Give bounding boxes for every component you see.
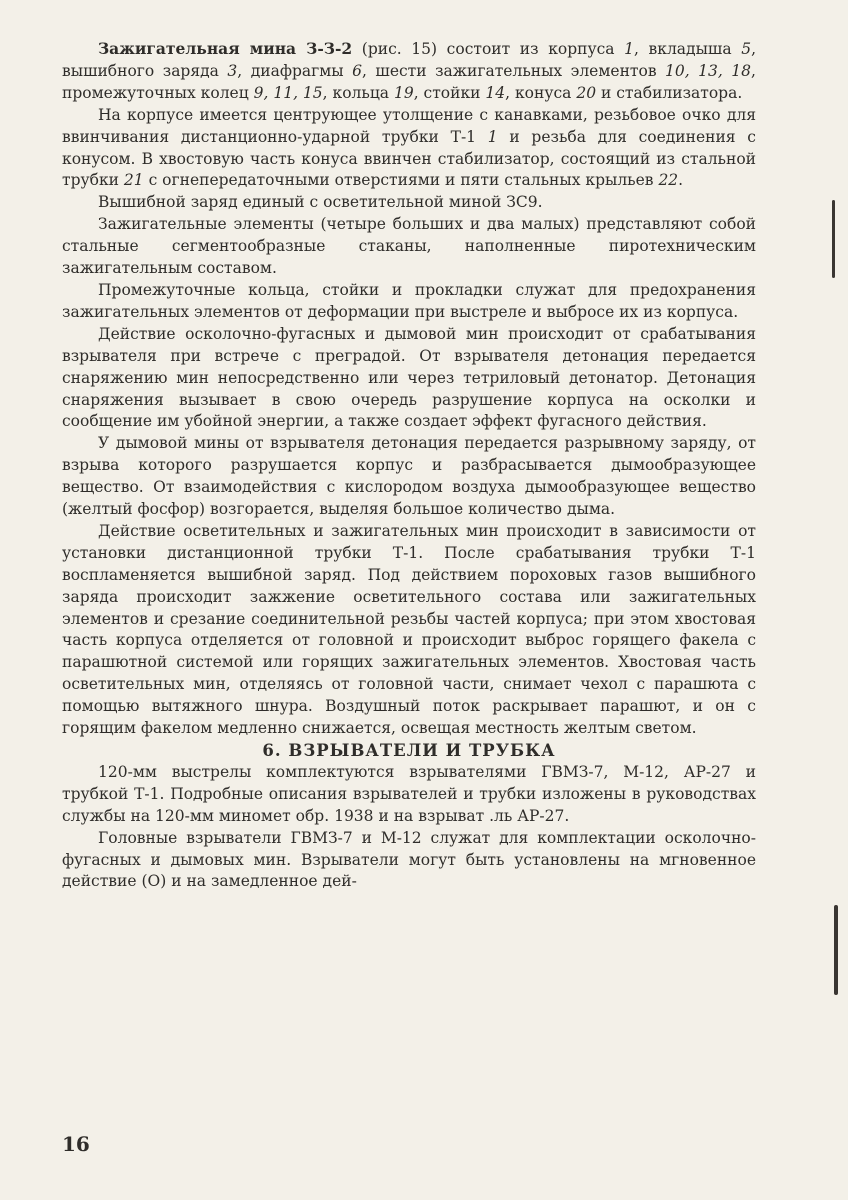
text-run: и стабилизатора. (596, 83, 743, 102)
text-run: Действие осветительных и зажигательных мин происходит в зависимости от установки дистанционной трубки Т-1. После срабатывания трубки Т-1 воспламеняется вышибной заряд. Под действием пороховых газов вышибного заряда происходит зажжение осветительного состава или зажигательных элементов и срезание соединительной резьбы частей корпуса; при этом хвостовая часть корпуса отделяется от головной и происходит выброс горящего факела с парашютной системой или горящих зажигательных элементов. Хвостовая часть осветительных мин, отделяясь от головной части, снимает чехол с парашюта с помощью вытяжного шнура. Воздушный поток раскрывает парашют, и он с горящим факелом медленно снижается, освещая местность желтым светом. (62, 521, 756, 738)
section-top-text (62, 38, 756, 740)
text-run: На корпусе имеется центрующее утолщение с канавками, резьбовое очко для ввинчивания дистанционно-ударной трубки Т-1 (62, 105, 756, 146)
paragraph (62, 214, 756, 280)
text-run: 10, 13, 18 (665, 61, 752, 80)
text-run: Зажигательная мина З-З-2 (98, 39, 353, 58)
text-run: Промежуточные кольца, стойки и прокладки служат для предохранения зажигательных элементов от деформации при выстреле и выбросе их из корпуса. (62, 280, 756, 321)
section-bottom-text (62, 762, 756, 893)
text-run: , шести зажигательных элементов (362, 61, 666, 80)
text-run: 1 (487, 127, 498, 146)
text-run: 22 (658, 171, 679, 190)
text-column (62, 38, 756, 893)
text-run: Действие осколочно-фугасных и дымовой мин происходит от срабатывания взрывателя при встрече с преградой. От взрывателя детонация передается снаряжению мин непосредственно или через тетриловый детонатор. Детонация снаряжения вызывает в свою очередь разрушение корпуса на осколки и сообщение им убойной энергии, а также создает эффект фугасного действия. (62, 324, 756, 431)
text-run: Вышибной заряд единый с осветительной миной ЗС9. (98, 193, 543, 212)
text-run: 6 (352, 61, 362, 80)
margin-mark-top (832, 200, 835, 278)
paragraph (62, 324, 756, 434)
text-run: 1 (624, 40, 634, 58)
text-run: 20 (576, 83, 597, 102)
text-run: , промежуточных колец (62, 61, 756, 102)
text-run: , вышибного заряда (62, 40, 756, 80)
text-run: , диафрагмы (237, 61, 353, 80)
paragraph (62, 828, 756, 894)
paragraph (62, 192, 756, 214)
text-run: Головные взрыватели ГВМЗ-7 и М-12 служат для комплектации осколочно-фугасных и дымовых мин. Взрыватели могут быть установлены на мгновенное действие (О) и на замедленное дей- (62, 828, 756, 891)
text-run: , кольца (322, 83, 394, 102)
text-run: , стойки (413, 83, 486, 102)
paragraph (62, 280, 756, 324)
text-run: У дымовой мины от взрывателя детонация передается разрывному заряду, от взрыва которого разрушается корпус и разбрасывается дымообразующее вещество. От взаимодействия с кислородом воздуха дымообразующее вещество (желтый фосфор) возгорается, выделяя большое количество дыма. (62, 434, 756, 519)
text-run: , вкладыша (634, 40, 742, 58)
text-run: . (678, 171, 684, 190)
text-run: 14 (485, 83, 506, 102)
paragraph (62, 521, 756, 740)
text-run: (рис. 15) состоит из корпуса (352, 40, 625, 58)
paragraph (62, 433, 756, 521)
text-run: 21 (123, 171, 144, 190)
page-number: 16 (62, 1132, 90, 1156)
text-run: и резьба для соединения с конусом. В хвостовую часть конуса ввинчен стабилизатор, состоящий из стальной трубки (62, 127, 756, 190)
text-run: 3 (227, 61, 238, 80)
text-run: 9, 11, 15 (253, 83, 323, 102)
text-run: , конуса (505, 83, 577, 102)
section-heading: 6. ВЗРЫВАТЕЛИ И ТРУБКА (262, 741, 556, 760)
paragraph (62, 38, 756, 105)
text-run: 5 (741, 40, 752, 58)
text-run: 19 (393, 83, 414, 102)
margin-mark-bottom (834, 905, 838, 995)
text-run: 120-мм выстрелы комплектуются взрывателями ГВМЗ-7, М-12, АР-27 и трубкой Т-1. Подробные описания взрывателей и трубки изложены в руководствах службы на 120-мм миномет обр. 1938 и на взрыват .ль АР-27. (62, 762, 756, 825)
paragraph (62, 762, 756, 828)
text-run: с огнепередаточными отверстиями и пяти стальных крыльев (143, 171, 659, 190)
paragraph (62, 105, 756, 193)
text-run: Зажигательные элементы (четыре больших и два малых) представляют собой стальные сегментообразные стаканы, наполненные пиротехническим зажигательным составом. (62, 215, 756, 278)
